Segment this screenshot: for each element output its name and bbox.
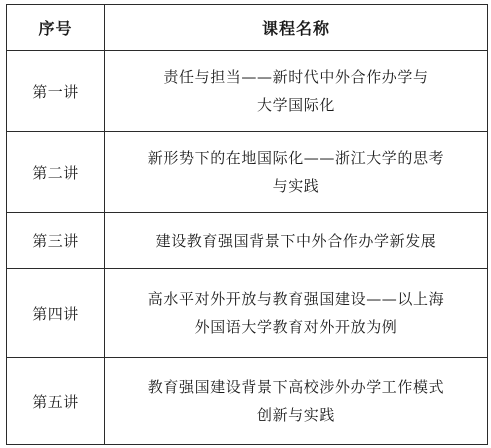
course-name-line: 大学国际化 [256, 96, 335, 114]
course-schedule-table [6, 4, 488, 445]
course-name-line: 建设教育强国背景下中外合作办学新发展 [155, 231, 437, 250]
lecture-number: 第二讲 [7, 132, 105, 213]
lecture-number: 第四讲 [7, 269, 105, 358]
table-header-row [7, 5, 488, 51]
lecture-number: 第三讲 [7, 213, 105, 269]
course-name-line: 教育强国建设背景下高校涉外办学工作模式 [147, 378, 445, 396]
header-number: 序号 [7, 5, 105, 51]
lecture-number: 第五讲 [7, 358, 105, 445]
header-course-name: 课程名称 [105, 5, 488, 51]
course-name-line: 新形势下的在地国际化——浙江大学的思考 [147, 149, 445, 167]
course-name [105, 358, 488, 445]
table-row [7, 51, 488, 132]
course-name [105, 213, 488, 269]
table-row [7, 358, 488, 445]
course-name-line: 高水平对外开放与教育强国建设——以上海 [147, 290, 445, 308]
course-name-line: 与实践 [272, 177, 320, 195]
course-name-line: 责任与担当——新时代中外合作办学与 [163, 68, 429, 86]
course-name-line: 创新与实践 [256, 406, 335, 424]
table-row [7, 132, 488, 213]
course-name [105, 51, 488, 132]
table-row [7, 269, 488, 358]
table-row [7, 213, 488, 269]
course-name [105, 269, 488, 358]
course-name-line: 外国语大学教育对外开放为例 [194, 318, 398, 336]
lecture-number: 第一讲 [7, 51, 105, 132]
course-name [105, 132, 488, 213]
